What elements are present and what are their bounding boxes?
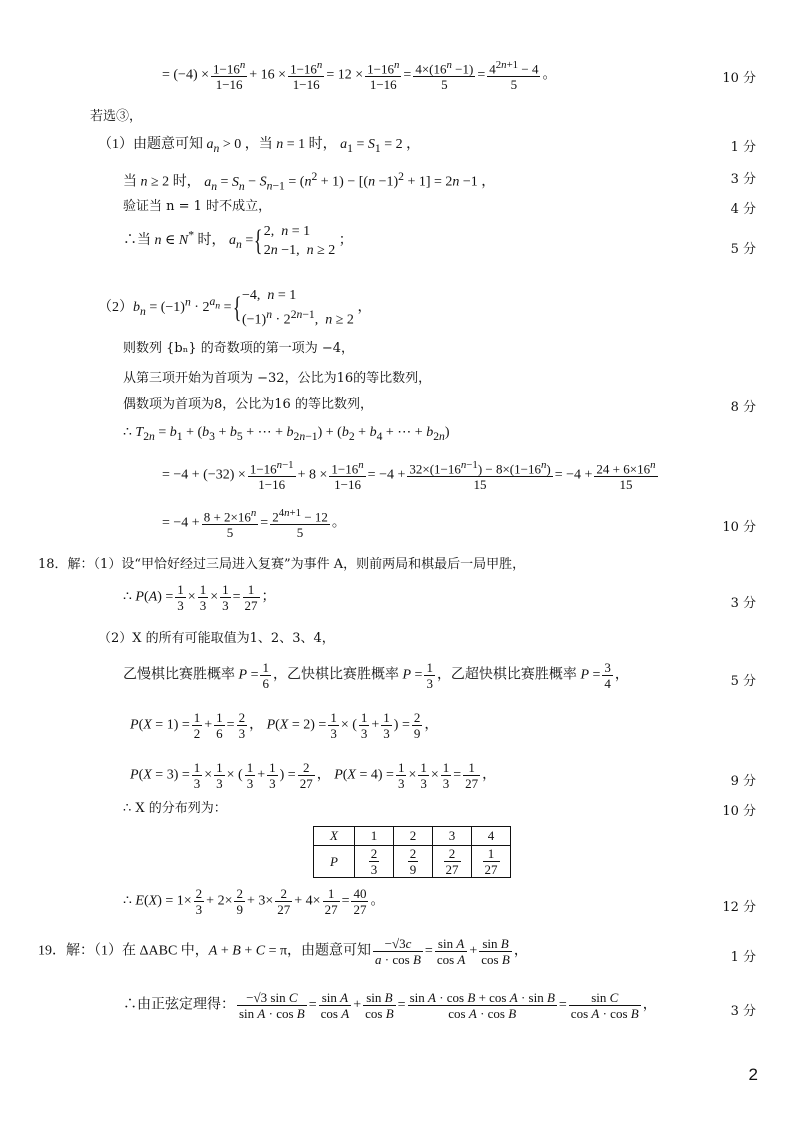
score-12: 12 分 xyxy=(722,900,756,915)
x-value: 2 xyxy=(394,827,433,846)
an-piecewise: ∴当 n ∈ N* 时， $a_n =\{2$, n = 1 2n −1, n ≥ 2 ； xyxy=(123,224,353,258)
therefore-when: ∴当 xyxy=(123,233,151,249)
x-values-line: （2）X 的所有可能取值为1、2、3、4， xyxy=(98,631,335,646)
p-num: 1 xyxy=(483,846,500,862)
slow-label: 乙慢棋比赛胜概率 xyxy=(123,667,235,683)
win-probabilities: 乙慢棋比赛胜概率 P = $\frac{1}{6}$ ，乙快棋比赛胜概率 P = $\frac{1}{3}$ ，乙超快棋比赛胜概率 P = $\frac{3}{4}$ ， xyxy=(123,660,629,691)
p-den: 9 xyxy=(409,862,417,877)
t2n-calc-1: = −4 + (−32) × $\frac{1-16^{n-1}}{1-16}$ + 8 × $\frac{1-16^n}{1-16}$ = −4 + $\frac{32\times(1-16^{n-1}) - 8\times(1-16^n)}{15}$ = −4 + $\frac{24 + 6\times 16^n}{15}$ xyxy=(162,459,656,493)
choose-3: 若选③， xyxy=(90,109,143,124)
t2n-calc-2: = −4 + $\frac{8 + 2\times 16^n}{5}$ = $\frac{2^{4n+1} - 12}{5}$ 。 xyxy=(162,507,346,541)
q2-when: 当 xyxy=(123,174,137,190)
p-a: ∴ P(A) = $\frac{1}{3}$ × $\frac{1}{3}$ × $\frac{1}{3}$ = $\frac{1}{27}$ ； xyxy=(123,582,276,613)
verify-line: 验证当 n = 1 时不成立， xyxy=(123,199,272,214)
q1-shi: 时， xyxy=(308,137,337,152)
sine-rule-line: ∴由正弦定理得： $\frac{\text{−√3 sin C}}{\text{sin A · cos B}}$ = $\frac{\text{sin A}}{\text{cos A}}$ + $\frac{\text{sin B}}{\text{cos B}}$ = $\frac{\text{sin A · cos B + cos A · sin B}}{\text{cos A · cos B}}$ = $\frac{\text{sin C}}{\text{cos A · cos B}}$ ， xyxy=(123,990,657,1021)
bn-piecewise: $(2)b_n = (-1)^n \cdot 2^{a_n} =\{-4$, n = 1 $(-1)^n \cdot 2^{2n-1}$, n ≥ 2 ， xyxy=(98,288,372,328)
an-shi: 时， xyxy=(197,233,226,249)
table-row xyxy=(314,827,511,846)
x-value: 3 xyxy=(433,827,472,846)
q2-label: （2） xyxy=(98,300,133,316)
p-header: P xyxy=(314,846,355,878)
q1-line: （1）由题意可知 $a_n > 0$ ，当 n = 1 时， $a_1 = S_1 = 2$ ， xyxy=(98,137,421,155)
p-value xyxy=(394,846,433,878)
t2n-def: ∴ $T_{2n} = b_1 + (b_3 + b_5$ + ⋯ + $b_{2n-1}) + (b_2 + b_4$ + ⋯ + $b_{2n}$) xyxy=(123,425,450,443)
table-row xyxy=(314,846,511,878)
score-8: 3 分 xyxy=(730,596,756,611)
p-num: 2 xyxy=(444,846,461,862)
q1-general-term: 当 n ≥ 2 时， $a_n = S_n - S_{n-1} = (n^2 + 1) - [(n -1)^2 + 1] = 2n -1$ ， xyxy=(123,170,496,193)
p-num: 2 xyxy=(409,846,417,861)
score-4: 4 分 xyxy=(730,202,756,217)
px-3-4: P(X = 3) = $\frac{1}{3}$ × $\frac{1}{3}$ × ( $\frac{1}{3}$ + $\frac{1}{3}$ ) = $\frac{2}{27}$ ， P(X = 4) = $\frac{1}{3}$ × $\frac{1}{3}$ × $\frac{1}{3}$ = $\frac{1}{27}$ ， xyxy=(130,760,497,791)
score-6: 8 分 xyxy=(730,400,756,415)
x-value: 4 xyxy=(472,827,511,846)
score-9: 5 分 xyxy=(730,674,756,689)
from-third-term: 从第三项开始为首项为 −32，公比为16的等比数列， xyxy=(123,371,432,386)
expectation: ∴ E(X) = 1× $\frac{2}{3}$ + 2× $\frac{2}{9}$ + 3× $\frac{2}{27}$ + 4× $\frac{1}{27}$ = $\frac{40}{27}$ 。 xyxy=(123,886,385,917)
p-num: 2 xyxy=(370,846,378,861)
p-den: 3 xyxy=(370,862,378,877)
q2-shi: 时， xyxy=(172,174,201,190)
distribution-table xyxy=(313,826,511,878)
score-10: 9 分 xyxy=(730,774,756,789)
page-number: 2 xyxy=(748,1065,758,1084)
p-value xyxy=(355,846,394,878)
eq-sum-line-1: = (−4) × $\frac{1-16^n}{1-16}$ + 16 × $\frac{1-16^n}{1-16}$ = 12 × $\frac{1-16^n}{1-16}$ = $\frac{4\times(16^n -1)}{5}$ = $\frac{4^{2n+1} - 4}{5}$ 。 xyxy=(162,59,557,93)
x-value: 1 xyxy=(355,827,394,846)
px-1-2: P(X = 1) = $\frac{1}{2}$ + $\frac{1}{6}$ = $\frac{2}{3}$ ， P(X = 2) = $\frac{1}{3}$ × ( $\frac{1}{3}$ + $\frac{1}{3}$ ) = $\frac{2}{9}$ ， xyxy=(130,710,439,741)
p-value xyxy=(433,846,472,878)
odd-first-term: 则数列 {bₙ} 的奇数项的第一项为 −4， xyxy=(123,341,355,356)
score-3: 3 分 xyxy=(730,172,756,187)
q1-when: 当 xyxy=(258,137,273,152)
score-2: 1 分 xyxy=(730,140,756,155)
problem-18-head: 18．解：（1）设“甲恰好经过三局进入复赛”为事件 A，则前两局和棋最后一局甲胜， xyxy=(38,557,526,572)
problem-19-head: 19．解：（1）在 ΔABC 中，A + B + C = π，由题意可知 $\frac{-√3c}{\text{a · cos B}}$ = $\frac{\text{sin A}}{\text{cos A}}$ + $\frac{\text{sin B}}{\text{cos B}}$ ， xyxy=(38,936,528,967)
p-value xyxy=(472,846,511,878)
fast-label: ，乙快棋比赛胜概率 xyxy=(272,667,399,683)
p19-label: 19．解：（1）在 ΔABC 中， xyxy=(38,943,209,959)
q1-label: （1）由题意可知 xyxy=(98,137,203,152)
score-1: 10 分 xyxy=(722,71,756,86)
p-den: 27 xyxy=(445,862,459,877)
distribution-label: ∴ X 的分布列为： xyxy=(123,801,227,816)
super-label: ，乙超快棋比赛胜概率 xyxy=(436,667,577,683)
x-header: X xyxy=(314,827,355,846)
score-7: 10 分 xyxy=(722,520,756,535)
even-terms: 偶数项为首项为8，公比为16 的等比数列， xyxy=(123,397,373,412)
score-5: 5 分 xyxy=(730,242,756,257)
sine-rule-label: ∴由正弦定理得： xyxy=(123,997,235,1013)
p19-mid: ，由题意可知 xyxy=(287,943,372,959)
score-14: 3 分 xyxy=(730,1004,756,1019)
score-13: 1 分 xyxy=(730,950,756,965)
score-11: 10 分 xyxy=(722,804,756,819)
p-den: 27 xyxy=(484,862,498,877)
